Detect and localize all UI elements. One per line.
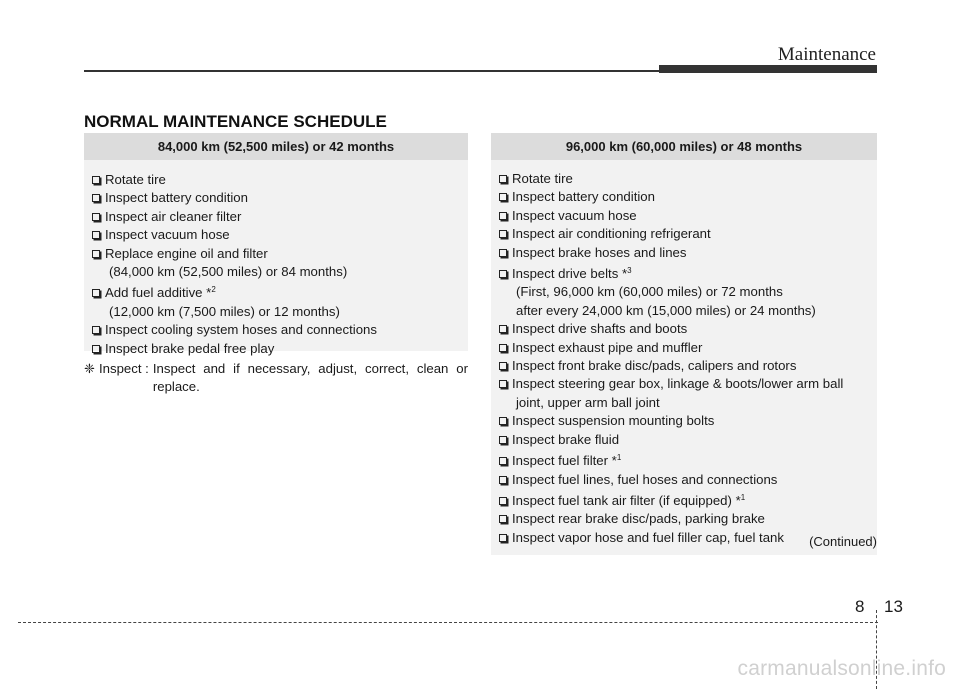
checklist-item-text: Inspect drive belts * — [512, 266, 628, 282]
footnote-marker: 1 — [616, 453, 622, 463]
watermark: carmanualsonline.info — [737, 657, 946, 680]
checklist-item-text: after every 24,000 km (15,000 miles) or 24 months) — [516, 302, 816, 318]
checklist-item — [499, 170, 877, 188]
checklist-item-text: Inspect air cleaner filter — [105, 208, 242, 224]
checkbox-icon — [92, 213, 100, 221]
checklist-item — [499, 394, 877, 412]
checklist-item — [499, 339, 877, 357]
checkbox-icon — [92, 289, 100, 297]
checklist-item-text: Inspect battery condition — [512, 189, 655, 205]
checklist-item-text: Rotate tire — [105, 172, 166, 187]
schedule-panel-96000 — [491, 133, 877, 555]
checkbox-icon — [499, 212, 507, 220]
checklist-item-text: (84,000 km (52,500 miles) or 84 months) — [109, 264, 348, 280]
checkbox-icon — [499, 476, 507, 484]
checklist-item-text: Inspect drive shafts and boots — [512, 321, 688, 337]
checkbox-icon — [499, 175, 507, 183]
checklist-item — [92, 208, 468, 226]
checklist — [84, 160, 468, 358]
checklist-item — [499, 207, 877, 225]
checklist-item-text: Inspect fuel lines, fuel hoses and connections — [512, 471, 778, 487]
note-label: Inspect : — [99, 361, 149, 376]
checklist-item — [92, 321, 468, 339]
section-title: NORMAL MAINTENANCE SCHEDULE — [84, 112, 387, 131]
checkbox-icon — [92, 326, 100, 334]
footnote-marker: 2 — [211, 285, 216, 295]
checklist — [491, 160, 877, 547]
checklist-item — [499, 431, 877, 449]
checklist-item-text: Inspect suspension mounting bolts — [512, 413, 715, 429]
checklist-item — [499, 320, 877, 338]
checklist-item — [499, 225, 877, 243]
checklist-item — [92, 226, 468, 244]
checklist-item — [92, 189, 468, 207]
footer-dashed-rule — [18, 622, 878, 623]
inspect-note — [84, 360, 468, 397]
checklist-item-text: (12,000 km (7,500 miles) or 12 months) — [109, 303, 340, 319]
checklist-item — [499, 489, 877, 510]
checklist-item-text: Inspect fuel filter * — [512, 453, 617, 469]
checkbox-icon — [499, 270, 507, 278]
checklist-item — [499, 283, 877, 301]
footnote-marker: 3 — [627, 266, 632, 276]
checklist-item — [499, 510, 877, 528]
schedule-panel-84000 — [84, 133, 468, 356]
checklist-item-text: joint, upper arm ball joint — [516, 394, 660, 410]
checklist-item — [499, 244, 877, 262]
checkbox-icon — [499, 417, 507, 425]
checkbox-icon — [92, 176, 100, 184]
checklist-item-text: Replace engine oil and filter — [105, 245, 268, 261]
footnote-marker: 1 — [740, 492, 746, 502]
page-number: 13 — [884, 597, 903, 616]
checkbox-icon — [499, 230, 507, 238]
checklist-item-text: Inspect brake pedal free play — [105, 340, 275, 356]
checkbox-icon — [499, 515, 507, 523]
header-rule-thick — [659, 65, 877, 73]
checkbox-icon — [92, 231, 100, 239]
checklist-item-text: Inspect vapor hose and fuel filler cap, fuel tank — [512, 529, 784, 545]
note-text: Inspect and if necessary, adjust, correct, clean or replace. — [152, 361, 468, 395]
checklist-item-text: Inspect brake hoses and lines — [512, 244, 687, 260]
checklist-item — [92, 281, 468, 302]
checklist-item — [92, 303, 468, 321]
checklist-item-text: Inspect cooling system hoses and connections — [105, 322, 377, 338]
checklist-item — [92, 340, 468, 358]
checklist-item-text: Inspect fuel tank air filter (if equipped) * — [512, 492, 741, 508]
checkbox-icon — [499, 325, 507, 333]
checklist-item-text: Inspect steering gear box, linkage & boots/lower arm ball — [512, 376, 844, 392]
checkbox-icon — [499, 193, 507, 201]
panel-heading: 96,000 km (60,000 miles) or 48 months — [491, 133, 877, 160]
checkbox-icon — [92, 250, 100, 258]
checklist-item-text: Inspect rear brake disc/pads, parking brake — [512, 511, 765, 527]
checkbox-icon — [499, 457, 507, 465]
checkbox-icon — [499, 249, 507, 257]
checkbox-icon — [499, 344, 507, 352]
checklist-item-text: Inspect battery condition — [105, 190, 248, 206]
checkbox-icon — [499, 534, 507, 542]
checklist-item-text: Inspect brake fluid — [512, 431, 620, 447]
checklist-item — [92, 263, 468, 281]
checklist-item — [499, 262, 877, 283]
checkbox-icon — [499, 380, 507, 388]
checklist-item — [499, 471, 877, 489]
checklist-item — [499, 375, 877, 393]
checklist-item — [499, 412, 877, 430]
checkbox-icon — [499, 497, 507, 505]
checklist-item-text: Inspect vacuum hose — [512, 207, 637, 223]
checkbox-icon — [92, 345, 100, 353]
checklist-item — [499, 357, 877, 375]
checklist-item-text: Add fuel additive * — [105, 285, 212, 301]
checklist-item — [499, 449, 877, 470]
checklist-item-text: Inspect vacuum hose — [105, 227, 230, 243]
note-asterism-icon: ❈ — [84, 361, 96, 376]
panel-heading: 84,000 km (52,500 miles) or 42 months — [84, 133, 468, 160]
page-header-title: Maintenance — [777, 44, 876, 65]
checklist-item — [499, 302, 877, 320]
checklist-item-text: Inspect exhaust pipe and muffler — [512, 339, 703, 355]
chapter-number: 8 — [855, 597, 865, 616]
checklist-item-text: Inspect front brake disc/pads, calipers and rotors — [512, 358, 797, 374]
continued-label: (Continued) — [809, 534, 877, 549]
header-rule-thin — [84, 70, 659, 72]
checkbox-icon — [499, 362, 507, 370]
checklist-item-text: (First, 96,000 km (60,000 miles) or 72 months — [516, 284, 783, 300]
checkbox-icon — [499, 436, 507, 444]
checklist-item-text: Rotate tire — [512, 171, 573, 186]
checkbox-icon — [92, 194, 100, 202]
checklist-item — [92, 171, 468, 189]
checklist-item — [92, 245, 468, 263]
note-row — [84, 360, 468, 397]
checklist-item — [499, 188, 877, 206]
checklist-item-text: Inspect air conditioning refrigerant — [512, 226, 711, 242]
